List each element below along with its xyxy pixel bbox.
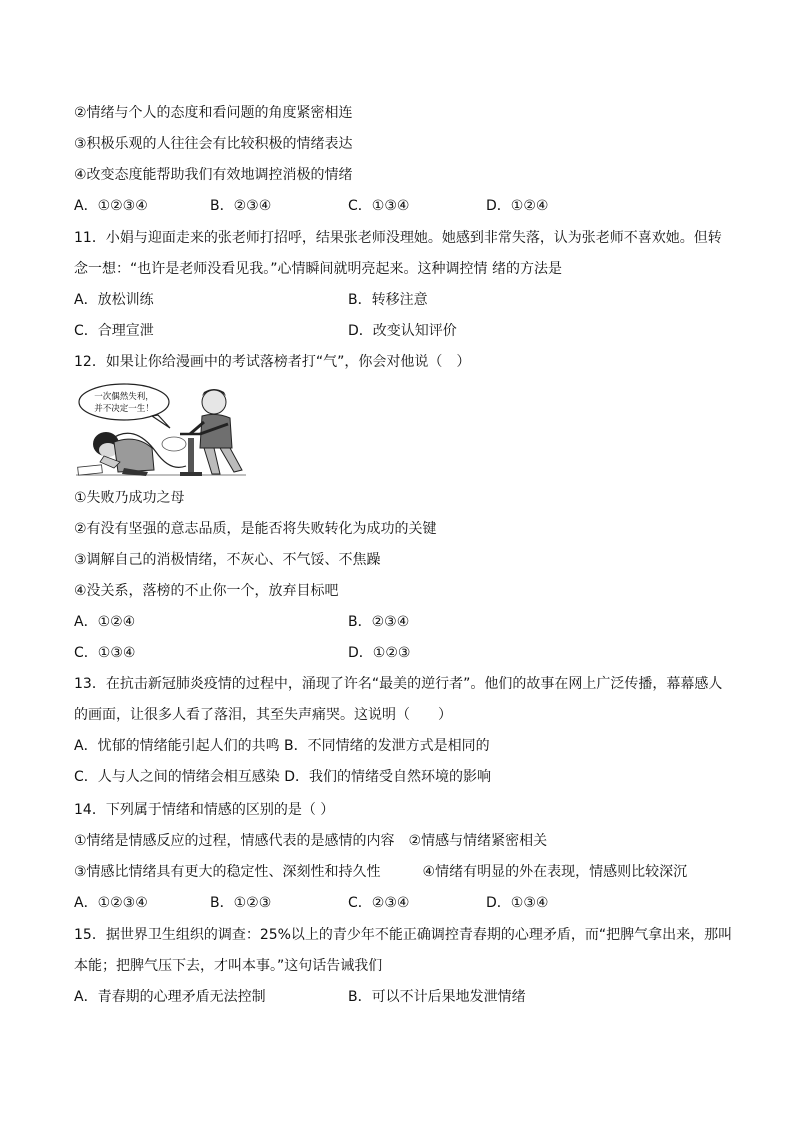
q11-option-c: C．合理宣泄 bbox=[74, 323, 154, 339]
q14-option-a: A．①②③④ bbox=[74, 895, 148, 911]
cartoon-exam-failure bbox=[74, 382, 250, 480]
q14-option-b: B．①②③ bbox=[210, 895, 272, 911]
q10-option-d: D．①②④ bbox=[486, 198, 549, 214]
q14-option-d: D．①③④ bbox=[486, 895, 549, 911]
q14-stem: 14．下列属于情绪和情感的区别的是（ ） bbox=[74, 802, 335, 818]
q10-option-a: A．①②③④ bbox=[74, 198, 148, 214]
q14-option-c: C．②③④ bbox=[348, 895, 410, 911]
q12-option-a: A．①②④ bbox=[74, 614, 136, 630]
q15-stem-line-1: 15．据世界卫生组织的调查：25%以上的青少年不能正确调控青春期的心理矛盾，而“把脾气拿出来，那叫 bbox=[74, 927, 733, 943]
q12-option-c: C．①③④ bbox=[74, 645, 136, 661]
q13-stem-line-1: 13．在抗击新冠肺炎疫情的过程中，涌现了许名“最美的逆行者”。他们的故事在网上广泛传播，幕幕感人 bbox=[74, 676, 723, 692]
q11-stem-line-2: 念一想：“也许是老师没看见我。”心情瞬间就明亮起来。这种调控情 绪的方法是 bbox=[74, 261, 562, 277]
q12-option-d: D．①②③ bbox=[348, 645, 411, 661]
q12-item-2: ②有没有坚强的意志品质，是能否将失败转化为成功的关键 bbox=[74, 521, 437, 537]
q11-option-b: B．转移注意 bbox=[348, 292, 428, 308]
q11-option-d: D．改变认知评价 bbox=[348, 323, 457, 339]
q13-options-line-2: C．人与人之间的情绪会相互感染 D．我们的情绪受自然环境的影响 bbox=[74, 769, 492, 785]
q12-item-4: ④没关系，落榜的不止你一个，放弃目标吧 bbox=[74, 583, 339, 599]
q12-item-3: ③调解自己的消极情绪，不灰心、不气馁、不焦躁 bbox=[74, 552, 381, 568]
q13-stem-line-2: 的画面，让很多人看了落泪，其至失声痛哭。这说明（ ） bbox=[74, 707, 452, 723]
q10-option-c: C．①③④ bbox=[348, 198, 410, 214]
bubble-line-2: 并不决定一生！ bbox=[94, 404, 154, 414]
q11-option-a: A．放松训练 bbox=[74, 292, 154, 308]
q12-stem: 12．如果让你给漫画中的考试落榜者打“气”，你会对他说（ ） bbox=[74, 354, 471, 370]
q11-stem-line-1: 11．小娟与迎面走来的张老师打招呼，结果张老师没理她。她感到非常失落，认为张老师不喜欢她。但转 bbox=[74, 230, 722, 246]
q15-stem-line-2: 本能；把脾气压下去，才叫本事。”这句话告诫我们 bbox=[74, 958, 383, 974]
q10-item-4: ④改变态度能帮助我们有效地调控消极的情绪 bbox=[74, 167, 353, 183]
q13-options-line-1: A．忧郁的情绪能引起人们的共鸣 B．不同情绪的发泄方式是相同的 bbox=[74, 738, 490, 754]
q10-item-3: ③积极乐观的人往往会有比较积极的情绪表达 bbox=[74, 136, 353, 152]
q12-item-1: ①失败乃成功之母 bbox=[74, 490, 185, 506]
q10-item-2: ②情绪与个人的态度和看问题的角度紧密相连 bbox=[74, 105, 353, 121]
q10-option-b: B．②③④ bbox=[210, 198, 272, 214]
q15-option-a: A．青春期的心理矛盾无法控制 bbox=[74, 989, 266, 1005]
q14-items-line-2: ③情感比情绪具有更大的稳定性、深刻性和持久性 ④情绪有明显的外在表现，情感则比较深沉 bbox=[74, 864, 688, 880]
q12-option-b: B．②③④ bbox=[348, 614, 410, 630]
bubble-line-1: 一次偶然失利， bbox=[94, 392, 154, 402]
q15-option-b: B．可以不计后果地发泄情绪 bbox=[348, 989, 526, 1005]
q14-items-line-1: ①情绪是情感反应的过程，情感代表的是感情的内容 ②情感与情绪紧密相关 bbox=[74, 833, 548, 849]
